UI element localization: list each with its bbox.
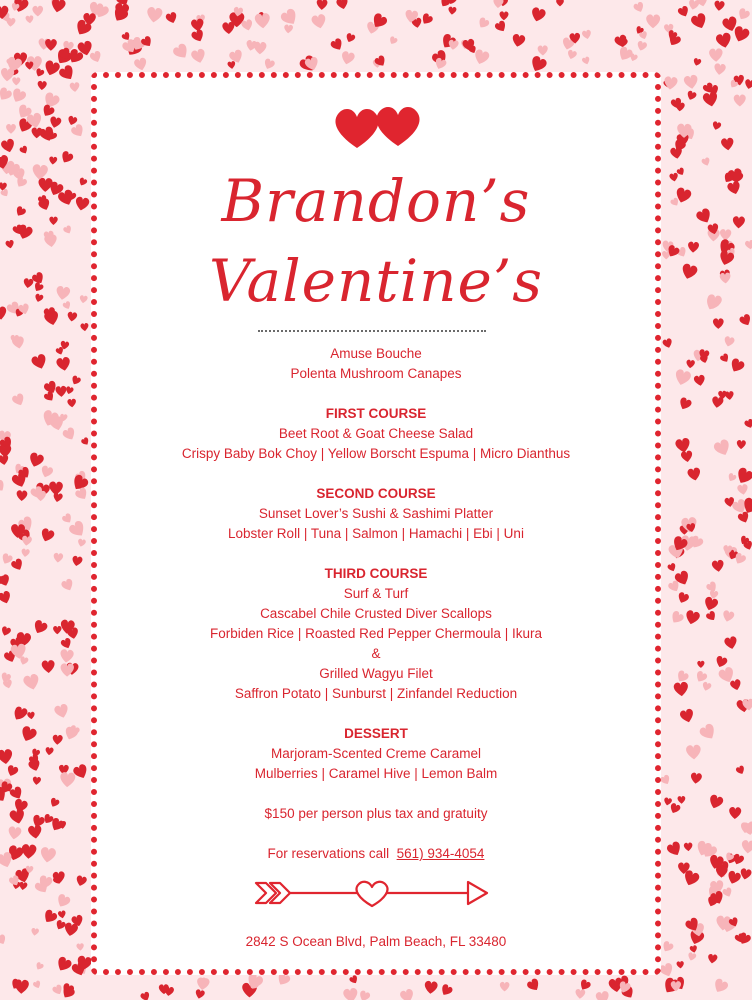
third-course-heading: THIRD COURSE	[324, 566, 428, 581]
amuse-bouche-dish: Polenta Mushroom Canapes	[290, 366, 462, 381]
reservations-line	[0, 844, 752, 864]
third-course-wagyu: Grilled Wagyu Filet	[319, 666, 433, 681]
dessert-details: Mulberries | Caramel Hive | Lemon Balm	[254, 766, 498, 781]
third-course-scallops-details: Forbiden Rice | Roasted Red Pepper Chermoula | Ikura	[210, 626, 542, 641]
arrow-heart-icon	[254, 876, 490, 910]
title-line-2: Valentine’s	[208, 247, 544, 315]
second-course-details: Lobster Roll | Tuna | Salmon | Hamachi | Ebi | Uni	[228, 526, 524, 541]
dotted-divider	[258, 330, 486, 332]
price-note: $150 per person plus tax and gratuity	[264, 806, 488, 821]
first-course-dish: Beet Root & Goat Cheese Salad	[278, 426, 474, 441]
third-course-dish: Surf & Turf	[343, 586, 409, 601]
title-line-1: Brandon’s	[221, 167, 531, 235]
second-course-dish: Sunset Lover’s Sushi & Sashimi Platter	[258, 506, 494, 521]
dessert-dish: Marjoram-Scented Creme Caramel	[270, 746, 482, 761]
third-course-scallops: Cascabel Chile Crusted Diver Scallops	[260, 606, 492, 621]
reservations-label: For reservations call	[267, 846, 390, 861]
first-course-heading: FIRST COURSE	[325, 406, 427, 421]
amuse-bouche-label: Amuse Bouche	[330, 346, 422, 361]
third-course-ampersand: &	[371, 646, 381, 661]
second-course-heading: SECOND COURSE	[316, 486, 436, 501]
address: 2842 S Ocean Blvd, Palm Beach, FL 33480	[245, 934, 507, 949]
third-course-wagyu-details: Saffron Potato | Sunburst | Zinfandel Reduction	[234, 686, 518, 701]
double-heart-icon	[332, 106, 426, 150]
first-course-details: Crispy Baby Bok Choy | Yellow Borscht Espuma | Micro Dianthus	[181, 446, 571, 461]
reservations-phone-link[interactable]: 561) 934-4054	[396, 846, 485, 861]
dessert-heading: DESSERT	[344, 726, 408, 741]
